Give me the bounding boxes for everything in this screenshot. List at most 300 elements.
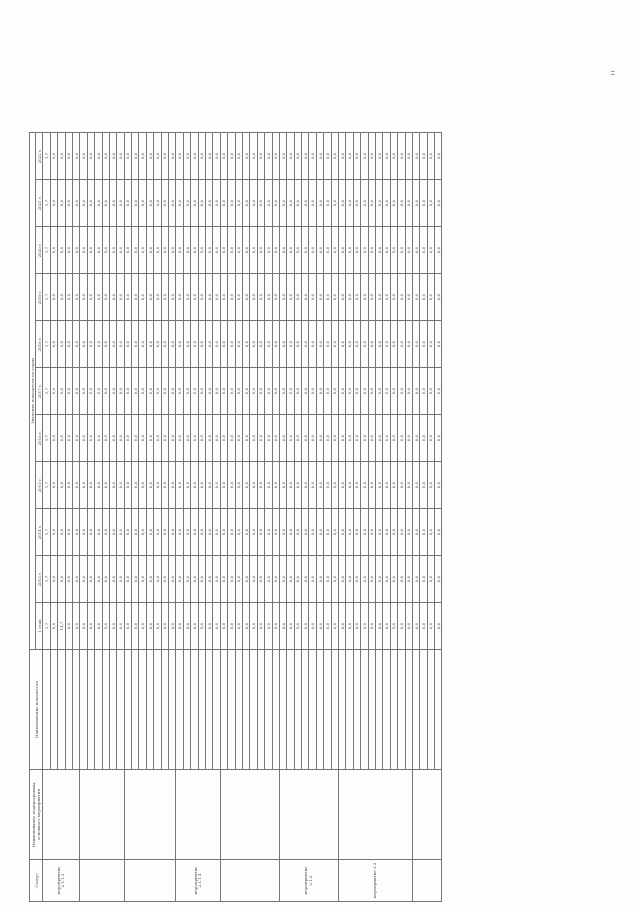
value-cell: 0,0 [50, 180, 57, 227]
indicator-name [43, 650, 50, 770]
indicator-name [272, 650, 279, 770]
value-cell: 1,7 [43, 274, 50, 321]
value-cell: 1,7 [43, 603, 50, 650]
value-cell: 0,0 [139, 180, 146, 227]
value-cell: 0,0 [146, 274, 153, 321]
value-cell: 0,0 [265, 368, 272, 415]
indicator-name [302, 650, 309, 770]
value-cell: 0,0 [124, 227, 131, 274]
value-cell: 0,0 [279, 556, 286, 603]
value-cell: 0,0 [435, 274, 442, 321]
value-cell: 0,0 [235, 321, 242, 368]
value-cell: 0,0 [213, 556, 220, 603]
value-cell: 0,0 [205, 415, 212, 462]
value-cell: 0,0 [250, 227, 257, 274]
value-cell: 0,0 [368, 415, 375, 462]
value-cell: 0,0 [183, 509, 190, 556]
value-cell: 0,0 [427, 462, 434, 509]
value-cell: 0,0 [228, 509, 235, 556]
value-cell: 0,0 [80, 180, 87, 227]
value-cell: 0,0 [368, 603, 375, 650]
value-cell: 0,0 [132, 132, 139, 179]
value-cell: 0,0 [169, 368, 176, 415]
value-cell: 0,0 [102, 556, 109, 603]
value-cell: 0,0 [213, 603, 220, 650]
indicator-name [117, 650, 124, 770]
indicator-name [405, 650, 412, 770]
value-cell: 0,0 [346, 556, 353, 603]
value-cell: 0,0 [176, 321, 183, 368]
value-cell: 0,0 [427, 368, 434, 415]
value-cell: 0,0 [435, 556, 442, 603]
value-cell: 0,0 [412, 180, 419, 227]
value-cell: 0,0 [58, 556, 65, 603]
value-cell: 0,0 [205, 274, 212, 321]
value-cell: 0,0 [294, 415, 301, 462]
header-year: 2015 г. [36, 462, 43, 509]
value-cell: 0,0 [353, 321, 360, 368]
value-cell: 0,0 [228, 180, 235, 227]
value-cell: 0,0 [398, 274, 405, 321]
table-row [43, 132, 50, 901]
value-cell: 0,0 [390, 274, 397, 321]
value-cell: 0,0 [109, 462, 116, 509]
value-cell: 0,0 [65, 321, 72, 368]
value-cell: 0,0 [375, 509, 382, 556]
value-cell: 0,0 [309, 132, 316, 179]
value-cell: 0,0 [183, 274, 190, 321]
value-cell: 0,0 [302, 603, 309, 650]
header-year: 2013 г. [36, 556, 43, 603]
value-cell: 0,0 [353, 509, 360, 556]
header-name: Наименование подпрограммы, основного мероприятия [30, 770, 43, 860]
value-cell: 0,0 [109, 415, 116, 462]
value-cell: 0,0 [132, 603, 139, 650]
indicator-name [361, 650, 368, 770]
value-cell: 0,0 [339, 227, 346, 274]
value-cell: 0,0 [65, 274, 72, 321]
value-cell: 0,0 [353, 462, 360, 509]
value-cell: 0,0 [331, 415, 338, 462]
value-cell: 0,0 [294, 180, 301, 227]
value-cell: 0,0 [80, 556, 87, 603]
value-cell: 0,0 [80, 321, 87, 368]
value-cell: 0,0 [242, 132, 249, 179]
indicator-name [102, 650, 109, 770]
value-cell: 0,0 [398, 227, 405, 274]
value-cell: 0,0 [235, 556, 242, 603]
value-cell: 0,0 [368, 556, 375, 603]
indicator-name [265, 650, 272, 770]
value-cell: 0,0 [146, 415, 153, 462]
value-cell: 0,0 [324, 509, 331, 556]
value-cell: 0,0 [228, 603, 235, 650]
value-cell: 0,0 [102, 462, 109, 509]
value-cell: 0,0 [353, 132, 360, 179]
value-cell: 0,0 [309, 227, 316, 274]
value-cell: 0,0 [220, 462, 227, 509]
value-cell: 0,0 [331, 509, 338, 556]
value-cell: 0,0 [346, 274, 353, 321]
value-cell: 0,0 [109, 368, 116, 415]
value-cell: 0,0 [272, 227, 279, 274]
header-year: 1 этап [36, 603, 43, 650]
value-cell: 0,0 [242, 180, 249, 227]
value-cell: 0,0 [235, 368, 242, 415]
value-cell: 0,0 [58, 274, 65, 321]
value-cell: 0,0 [368, 321, 375, 368]
section-name [279, 770, 338, 860]
value-cell: 0,0 [161, 180, 168, 227]
value-cell: 0,0 [87, 274, 94, 321]
value-cell: 0,0 [154, 462, 161, 509]
value-cell: 0,0 [95, 415, 102, 462]
value-cell: 0,0 [331, 603, 338, 650]
value-cell: 0,0 [169, 180, 176, 227]
table-row [220, 132, 227, 901]
indicator-name [331, 650, 338, 770]
value-cell: 0,0 [176, 556, 183, 603]
section-code [124, 860, 176, 902]
value-cell: 0,0 [198, 227, 205, 274]
value-cell: 0,0 [316, 227, 323, 274]
value-cell: 0,0 [198, 509, 205, 556]
value-cell: 0,0 [412, 274, 419, 321]
value-cell: 0,0 [146, 556, 153, 603]
section-name [43, 770, 80, 860]
value-cell: 0,0 [375, 274, 382, 321]
value-cell: 0,0 [183, 180, 190, 227]
indicator-name [109, 650, 116, 770]
value-cell: 0,0 [102, 509, 109, 556]
value-cell: 0,0 [265, 603, 272, 650]
value-cell: 0,0 [250, 415, 257, 462]
value-cell: 0,0 [205, 132, 212, 179]
value-cell: 0,0 [72, 556, 79, 603]
value-cell: 0,0 [405, 462, 412, 509]
value-cell: 0,0 [228, 227, 235, 274]
value-cell: 0,0 [95, 227, 102, 274]
value-cell: 0,0 [102, 274, 109, 321]
value-cell: 0,0 [257, 180, 264, 227]
value-cell: 0,0 [154, 603, 161, 650]
section-name [80, 770, 124, 860]
value-cell: 0,0 [50, 274, 57, 321]
value-cell: 0,0 [412, 603, 419, 650]
value-cell: 0,0 [50, 509, 57, 556]
value-cell: 0,0 [324, 227, 331, 274]
value-cell: 0,0 [72, 180, 79, 227]
value-cell: 0,0 [191, 274, 198, 321]
value-cell: 0,0 [265, 180, 272, 227]
value-cell: 0,0 [176, 132, 183, 179]
value-cell: 0,0 [50, 415, 57, 462]
value-cell: 0,0 [435, 415, 442, 462]
value-cell: 0,0 [213, 227, 220, 274]
header-indicator: Наименование показателя [30, 650, 43, 770]
value-cell: 0,0 [309, 603, 316, 650]
value-cell: 0,0 [183, 415, 190, 462]
value-cell: 0,0 [412, 462, 419, 509]
value-cell: 0,0 [346, 368, 353, 415]
value-cell: 0,0 [65, 132, 72, 179]
value-cell: 0,0 [161, 603, 168, 650]
value-cell: 0,0 [302, 274, 309, 321]
value-cell: 0,0 [169, 132, 176, 179]
value-cell: 0,0 [87, 415, 94, 462]
value-cell: 0,0 [80, 227, 87, 274]
table-row [80, 132, 87, 901]
indicator-name [176, 650, 183, 770]
value-cell: 0,0 [353, 180, 360, 227]
value-cell: 0,0 [80, 462, 87, 509]
value-cell: 0,0 [435, 368, 442, 415]
value-cell: 0,0 [375, 132, 382, 179]
value-cell: 0,0 [294, 227, 301, 274]
header-year: 2022 г. [36, 132, 43, 179]
value-cell: 0,0 [272, 462, 279, 509]
value-cell: 0,0 [87, 509, 94, 556]
value-cell: 0,0 [198, 415, 205, 462]
value-cell: 0,0 [235, 274, 242, 321]
value-cell: 0,0 [220, 321, 227, 368]
value-cell: 0,0 [109, 180, 116, 227]
value-cell: 0,0 [309, 415, 316, 462]
indicator-name [50, 650, 57, 770]
value-cell: 0,0 [154, 509, 161, 556]
value-cell: 0,0 [309, 462, 316, 509]
value-cell: 0,0 [161, 227, 168, 274]
value-cell: 0,0 [435, 180, 442, 227]
value-cell: 0,0 [353, 274, 360, 321]
value-cell: 0,0 [324, 603, 331, 650]
value-cell: 0,0 [191, 368, 198, 415]
value-cell: 0,0 [220, 415, 227, 462]
value-cell: 0,0 [390, 415, 397, 462]
value-cell: 0,0 [183, 227, 190, 274]
indicator-name [169, 650, 176, 770]
value-cell: 0,0 [412, 132, 419, 179]
value-cell: 0,0 [154, 321, 161, 368]
value-cell: 0,0 [161, 274, 168, 321]
value-cell: 0,0 [102, 227, 109, 274]
value-cell: 0,0 [58, 462, 65, 509]
value-cell: 0,0 [213, 462, 220, 509]
value-cell: 0,0 [132, 415, 139, 462]
value-cell: 0,0 [117, 556, 124, 603]
table-row [124, 132, 131, 901]
value-cell: 0,0 [72, 462, 79, 509]
value-cell: 0,0 [146, 509, 153, 556]
value-cell: 0,0 [368, 132, 375, 179]
value-cell: 0,0 [383, 227, 390, 274]
value-cell: 0,0 [205, 462, 212, 509]
value-cell: 0,0 [339, 132, 346, 179]
value-cell: 0,0 [398, 509, 405, 556]
value-cell: 0,0 [383, 132, 390, 179]
value-cell: 0,0 [309, 509, 316, 556]
indicator-name [154, 650, 161, 770]
value-cell: 0,0 [257, 227, 264, 274]
value-cell: 0,0 [272, 509, 279, 556]
value-cell: 0,0 [220, 180, 227, 227]
value-cell: 0,0 [324, 321, 331, 368]
value-cell: 0,0 [154, 180, 161, 227]
value-cell: 0,0 [132, 321, 139, 368]
value-cell: 0,0 [191, 132, 198, 179]
value-cell: 0,0 [139, 462, 146, 509]
value-cell: 0,0 [205, 556, 212, 603]
value-cell: 0,0 [139, 603, 146, 650]
header-year: 2018 г. [36, 321, 43, 368]
value-cell: 0,0 [390, 227, 397, 274]
value-cell: 0,0 [191, 227, 198, 274]
value-cell: 0,0 [420, 509, 427, 556]
value-cell: 0,0 [302, 509, 309, 556]
value-cell: 0,0 [427, 556, 434, 603]
indicator-name [353, 650, 360, 770]
value-cell: 0,0 [95, 462, 102, 509]
value-cell: 0,0 [161, 368, 168, 415]
value-cell: 0,0 [302, 462, 309, 509]
value-cell: 0,0 [132, 509, 139, 556]
value-cell: 0,0 [161, 321, 168, 368]
value-cell: 0,0 [198, 603, 205, 650]
value-cell: 0,0 [235, 227, 242, 274]
indicator-name [250, 650, 257, 770]
value-cell: 0,0 [205, 321, 212, 368]
value-cell: 0,0 [235, 132, 242, 179]
table-row [339, 132, 346, 901]
indicator-name [139, 650, 146, 770]
value-cell: 0,0 [139, 556, 146, 603]
value-cell: 0,0 [287, 368, 294, 415]
value-cell: 0,0 [154, 227, 161, 274]
value-cell: 0,0 [272, 274, 279, 321]
value-cell: 0,0 [242, 556, 249, 603]
value-cell: 0,0 [435, 603, 442, 650]
value-cell: 0,0 [316, 603, 323, 650]
header-year: 2020 г. [36, 227, 43, 274]
value-cell: 0,0 [242, 415, 249, 462]
value-cell: 0,0 [205, 180, 212, 227]
value-cell: 0,0 [383, 415, 390, 462]
value-cell: 0,0 [169, 509, 176, 556]
value-cell: 0,0 [287, 556, 294, 603]
page-number: 11 [609, 69, 616, 77]
value-cell: 0,0 [139, 227, 146, 274]
value-cell: 0,0 [257, 368, 264, 415]
value-cell: 0,0 [339, 415, 346, 462]
value-cell: 0,0 [58, 368, 65, 415]
value-cell: 0,0 [265, 415, 272, 462]
value-cell: 0,0 [361, 368, 368, 415]
indicator-name [65, 650, 72, 770]
value-cell: 0,0 [390, 556, 397, 603]
value-cell: 0,0 [242, 509, 249, 556]
value-cell: 0,0 [139, 368, 146, 415]
value-cell: 0,0 [205, 368, 212, 415]
value-cell: 0,0 [346, 321, 353, 368]
value-cell: 0,0 [183, 603, 190, 650]
value-cell: 0,0 [346, 462, 353, 509]
value-cell: 0,0 [72, 132, 79, 179]
value-cell: 0,0 [183, 368, 190, 415]
value-cell: 0,0 [287, 462, 294, 509]
value-cell: 0,0 [302, 180, 309, 227]
value-cell: 0,0 [287, 180, 294, 227]
value-cell: 0,0 [375, 415, 382, 462]
value-cell: 0,0 [139, 509, 146, 556]
value-cell: 0,0 [375, 462, 382, 509]
value-cell: 0,0 [316, 556, 323, 603]
value-cell: 0,0 [58, 321, 65, 368]
value-cell: 0,0 [265, 321, 272, 368]
value-cell: 0,0 [398, 180, 405, 227]
value-cell: 0,0 [58, 509, 65, 556]
header-year: 2016 г. [36, 415, 43, 462]
value-cell: 0,0 [117, 274, 124, 321]
value-cell: 0,0 [287, 321, 294, 368]
value-cell: 0,0 [235, 462, 242, 509]
value-cell: 0,0 [117, 321, 124, 368]
value-cell: 0,0 [420, 132, 427, 179]
value-cell: 0,0 [427, 321, 434, 368]
value-cell: 0,0 [316, 509, 323, 556]
value-cell: 0,0 [72, 415, 79, 462]
value-cell: 0,0 [220, 132, 227, 179]
table-header [30, 132, 43, 901]
value-cell: 0,0 [257, 509, 264, 556]
value-cell: 0,0 [383, 180, 390, 227]
value-cell: 0,0 [390, 509, 397, 556]
value-cell: 0,0 [339, 180, 346, 227]
value-cell: 0,0 [412, 227, 419, 274]
value-cell: 0,0 [169, 227, 176, 274]
header-year: 2021 г. [36, 180, 43, 227]
value-cell: 0,0 [279, 180, 286, 227]
value-cell: 0,0 [368, 180, 375, 227]
indicator-name [294, 650, 301, 770]
value-cell: 0,0 [339, 462, 346, 509]
value-cell: 0,0 [95, 368, 102, 415]
value-cell: 0,0 [272, 180, 279, 227]
value-cell: 0,0 [383, 321, 390, 368]
value-cell: 0,0 [132, 368, 139, 415]
value-cell: 0,0 [353, 368, 360, 415]
value-cell: 0,0 [95, 603, 102, 650]
value-cell: 0,0 [316, 132, 323, 179]
value-cell: 0,0 [405, 132, 412, 179]
value-cell: 0,0 [109, 321, 116, 368]
value-cell: 0,0 [250, 180, 257, 227]
indicator-name [242, 650, 249, 770]
value-cell: 0,0 [50, 462, 57, 509]
value-cell: 0,0 [324, 132, 331, 179]
value-cell: 0,0 [250, 368, 257, 415]
value-cell: 0,0 [50, 368, 57, 415]
value-cell: 0,0 [139, 274, 146, 321]
value-cell: 0,0 [339, 509, 346, 556]
value-cell: 0,0 [161, 556, 168, 603]
value-cell: 0,0 [353, 556, 360, 603]
value-cell: 0,0 [80, 415, 87, 462]
value-cell: 0,0 [228, 556, 235, 603]
value-cell: 0,0 [154, 556, 161, 603]
value-cell: 0,0 [361, 321, 368, 368]
value-cell: 0,0 [390, 132, 397, 179]
value-cell: 0,0 [383, 556, 390, 603]
